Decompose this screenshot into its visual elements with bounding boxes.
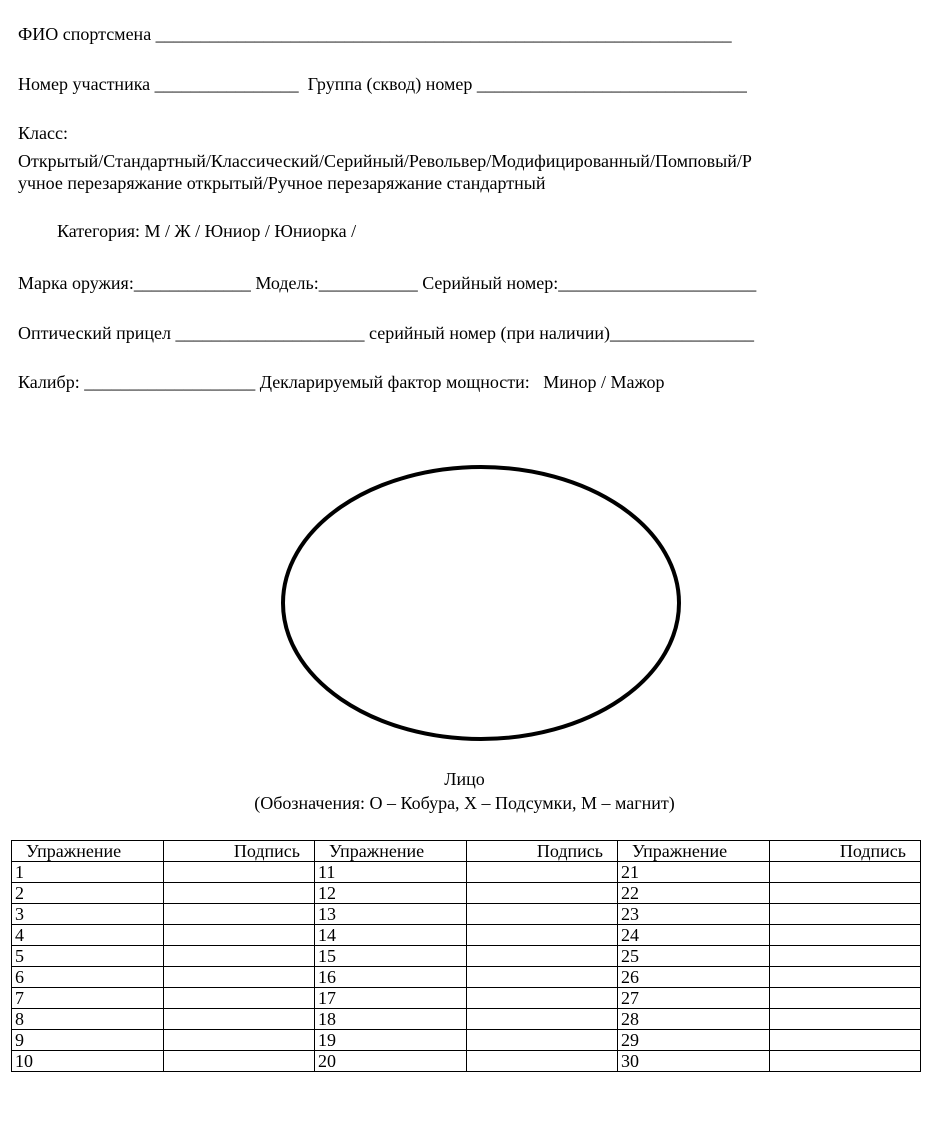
table-row	[12, 862, 921, 883]
exercise-number-cell: 20	[315, 1051, 467, 1072]
table-row	[12, 967, 921, 988]
exercise-number-cell: 11	[315, 862, 467, 883]
exercise-number-cell: 23	[618, 904, 770, 925]
table-row	[12, 904, 921, 925]
exercise-number-cell: 22	[618, 883, 770, 904]
athlete-name-field[interactable]: ФИО спортсмена ________________________________________________________________	[18, 24, 732, 44]
signature-cell[interactable]	[770, 1051, 921, 1072]
table-row	[12, 946, 921, 967]
signature-cell[interactable]	[770, 946, 921, 967]
optic-field[interactable]: Оптический прицел _____________________ серийный номер (при наличии)________________	[18, 323, 754, 343]
signature-cell[interactable]	[164, 946, 315, 967]
signature-cell[interactable]	[467, 1009, 618, 1030]
exercise-number-cell: 17	[315, 988, 467, 1009]
header-signature: Подпись	[164, 841, 315, 862]
signature-cell[interactable]	[770, 967, 921, 988]
diagram-caption-title: Лицо	[444, 769, 485, 789]
exercise-number-cell: 24	[618, 925, 770, 946]
category-field[interactable]: Категория: М / Ж / Юниор / Юниорка /	[57, 221, 357, 241]
participant-group-field[interactable]: Номер участника ________________ Группа (сквод) номер ______________________________	[18, 74, 747, 94]
signature-cell[interactable]	[164, 1051, 315, 1072]
signature-cell[interactable]	[467, 883, 618, 904]
signature-cell[interactable]	[164, 883, 315, 904]
exercise-number-cell: 26	[618, 967, 770, 988]
face-outline-ellipse	[283, 467, 679, 739]
signature-cell[interactable]	[467, 946, 618, 967]
exercise-number-cell: 29	[618, 1030, 770, 1051]
signature-cell[interactable]	[770, 1009, 921, 1030]
exercise-number-cell: 1	[12, 862, 164, 883]
exercise-number-cell: 12	[315, 883, 467, 904]
exercise-number-cell: 5	[12, 946, 164, 967]
caliber-power-field[interactable]: Калибр: ___________________ Декларируемый фактор мощности: Минор / Мажор	[18, 372, 665, 392]
exercise-number-cell: 2	[12, 883, 164, 904]
header-signature: Подпись	[770, 841, 921, 862]
signature-cell[interactable]	[164, 967, 315, 988]
table-row	[12, 988, 921, 1009]
signature-cell[interactable]	[467, 967, 618, 988]
signature-cell[interactable]	[164, 904, 315, 925]
exercise-number-cell: 27	[618, 988, 770, 1009]
exercise-number-cell: 14	[315, 925, 467, 946]
table-row	[12, 925, 921, 946]
table-row	[12, 1051, 921, 1072]
signature-cell[interactable]	[164, 988, 315, 1009]
header-exercise: Упражнение	[618, 841, 770, 862]
class-options-line-1[interactable]: Открытый/Стандартный/Классический/Серийный/Револьвер/Модифицированный/Помповый/Р	[18, 151, 752, 171]
table-row	[12, 1009, 921, 1030]
signature-cell[interactable]	[467, 988, 618, 1009]
exercise-number-cell: 7	[12, 988, 164, 1009]
table-header-row	[12, 841, 921, 862]
exercise-number-cell: 21	[618, 862, 770, 883]
class-label: Класс:	[18, 123, 68, 143]
table-row	[12, 1030, 921, 1051]
exercise-number-cell: 19	[315, 1030, 467, 1051]
signature-cell[interactable]	[164, 1030, 315, 1051]
header-exercise: Упражнение	[12, 841, 164, 862]
signature-cell[interactable]	[467, 1030, 618, 1051]
exercise-number-cell: 13	[315, 904, 467, 925]
exercise-number-cell: 16	[315, 967, 467, 988]
signature-cell[interactable]	[467, 925, 618, 946]
signature-cell[interactable]	[467, 904, 618, 925]
exercise-number-cell: 6	[12, 967, 164, 988]
exercise-number-cell: 18	[315, 1009, 467, 1030]
diagram-caption-legend: (Обозначения: О – Кобура, Х – Подсумки, М – магнит)	[254, 793, 675, 813]
signature-cell[interactable]	[770, 1030, 921, 1051]
signature-cell[interactable]	[770, 904, 921, 925]
signature-cell[interactable]	[770, 925, 921, 946]
weapon-field[interactable]: Марка оружия:_____________ Модель:___________ Серийный номер:______________________	[18, 273, 757, 293]
signature-cell[interactable]	[770, 988, 921, 1009]
signature-cell[interactable]	[467, 1051, 618, 1072]
signature-cell[interactable]	[770, 883, 921, 904]
exercise-number-cell: 25	[618, 946, 770, 967]
exercise-number-cell: 10	[12, 1051, 164, 1072]
exercise-signature-table	[11, 840, 921, 1072]
signature-cell[interactable]	[164, 862, 315, 883]
signature-cell[interactable]	[164, 1009, 315, 1030]
header-exercise: Упражнение	[315, 841, 467, 862]
exercise-number-cell: 4	[12, 925, 164, 946]
exercise-number-cell: 3	[12, 904, 164, 925]
table-row	[12, 883, 921, 904]
signature-cell[interactable]	[770, 862, 921, 883]
exercise-number-cell: 9	[12, 1030, 164, 1051]
exercise-number-cell: 15	[315, 946, 467, 967]
signature-cell[interactable]	[467, 862, 618, 883]
exercise-number-cell: 28	[618, 1009, 770, 1030]
signature-cell[interactable]	[164, 925, 315, 946]
exercise-number-cell: 30	[618, 1051, 770, 1072]
header-signature: Подпись	[467, 841, 618, 862]
class-options-line-2[interactable]: учное перезаряжание открытый/Ручное перезаряжание стандартный	[18, 173, 546, 193]
exercise-number-cell: 8	[12, 1009, 164, 1030]
